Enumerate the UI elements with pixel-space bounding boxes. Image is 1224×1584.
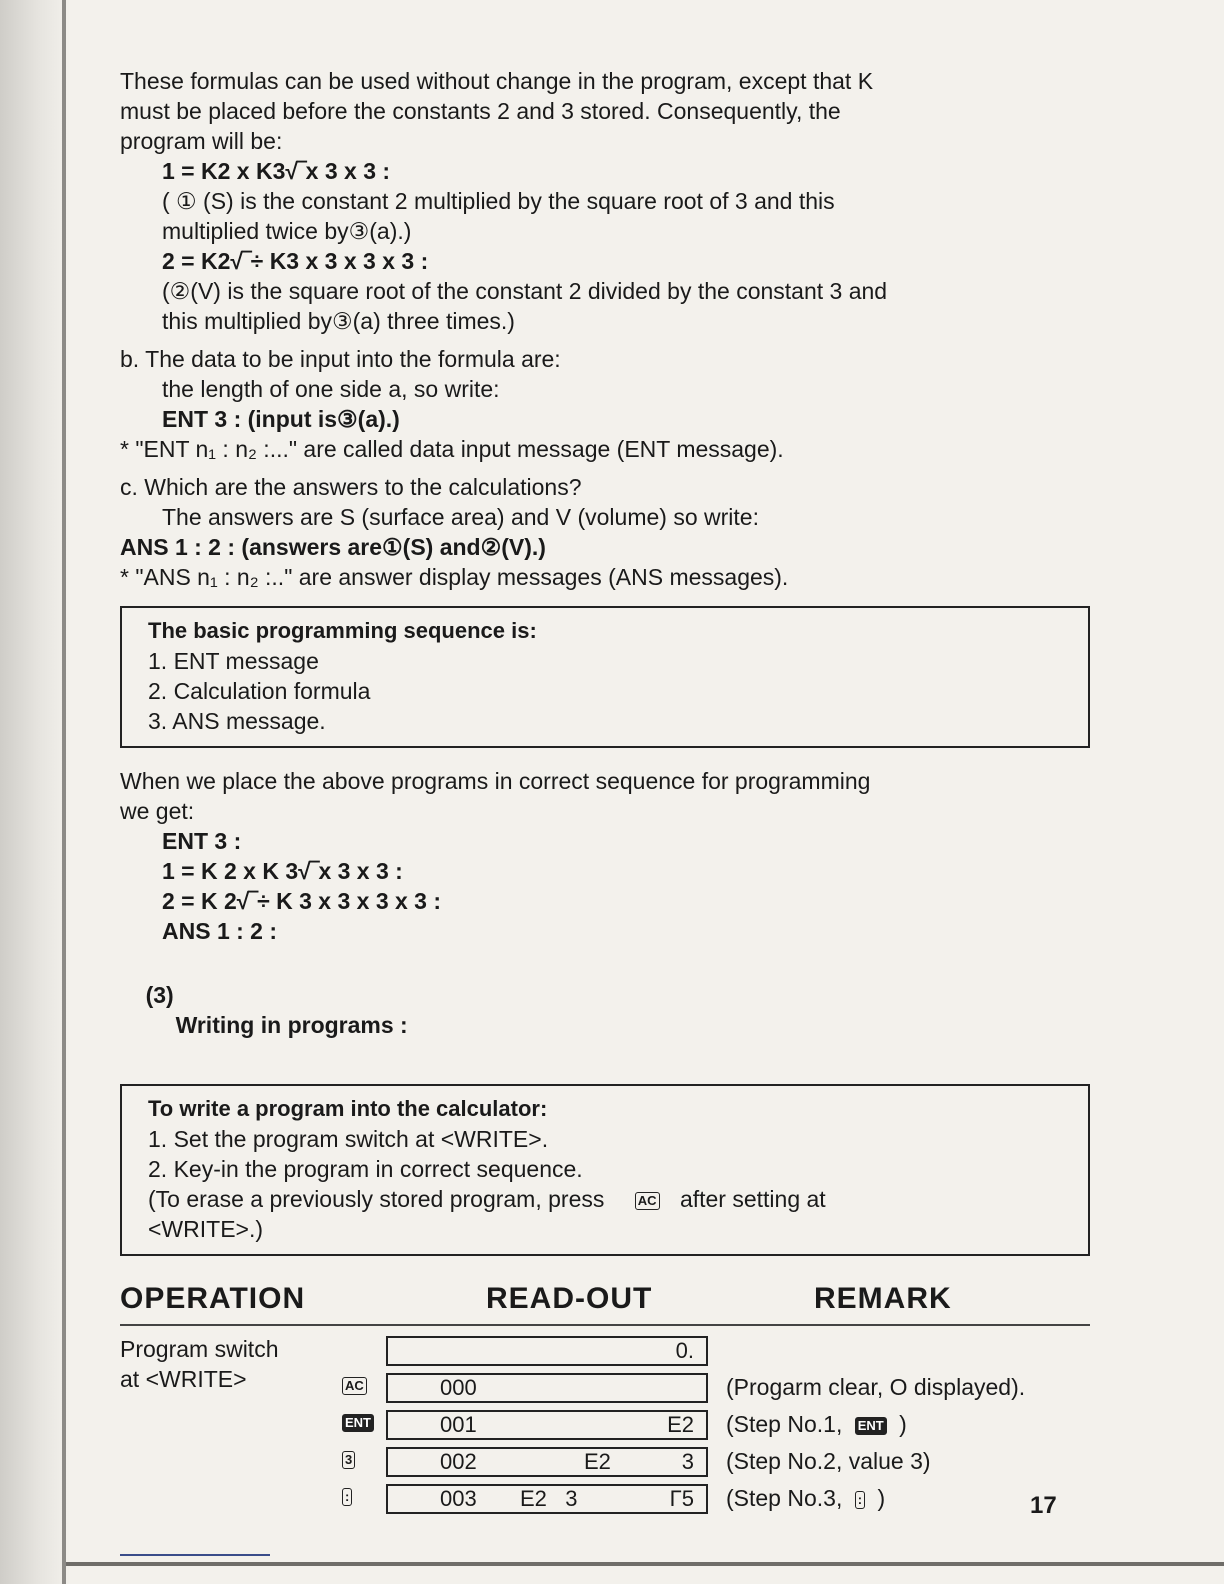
row-remark: (Progarm clear, O displayed). [726, 1374, 1026, 1400]
write-program-box [120, 1084, 1090, 1256]
basic-sequence-box [120, 606, 1090, 748]
operation-note-line-1: Program switch [120, 1336, 279, 1362]
section-b-line-3: ENT 3 : (input is③(a).) [162, 406, 400, 432]
formula-1-note-b: multiplied twice by③(a).) [162, 218, 412, 244]
row-remark-text: (Step No.3, [726, 1485, 843, 1511]
readout-value: 0. [675, 1338, 694, 1363]
binding-edge [62, 0, 66, 1584]
intro-line-3: program will be: [120, 128, 283, 154]
intro-block [120, 66, 1090, 336]
readout-display [386, 1447, 708, 1477]
sequence-line-1: When we place the above programs in correct sequence for programming [120, 768, 871, 794]
section-3-number: (3) [145, 982, 174, 1008]
section-b-line-2: the length of one side a, so write: [162, 376, 500, 402]
footer-rule [120, 1554, 270, 1556]
readout-exponent: E2 3 [520, 1486, 578, 1511]
sequence-block [120, 766, 1090, 946]
program-line-2: 1 = K 2 x K 3√‾x 3 x 3 : [162, 858, 403, 884]
readout-display [386, 1373, 708, 1403]
formula-2-note-b: this multiplied by③(a) three times.) [162, 308, 515, 334]
basic-sequence-item: 2. Calculation formula [148, 678, 371, 704]
section-b-line-1: b. The data to be input into the formula are: [120, 346, 561, 372]
readout-display [386, 1410, 708, 1440]
formula-1-note-a: ( ① (S) is the constant 2 multiplied by the square root of 3 and this [162, 188, 835, 214]
row-remark: (Step No.2, value 3) [726, 1448, 931, 1474]
section-3-title: Writing in programs : [175, 1012, 408, 1038]
table-row [120, 1406, 1090, 1443]
write-program-step-1: 1. Set the program switch at <WRITE>. [148, 1126, 549, 1152]
manual-page [120, 66, 1090, 1517]
page-bottom-edge [66, 1562, 1224, 1566]
readout-value: Γ5 [669, 1486, 694, 1511]
colon-key-icon: : [342, 1488, 352, 1506]
ac-key-icon: AC [342, 1377, 367, 1395]
table-row [120, 1480, 1090, 1517]
section-c-line-1: c. Which are the answers to the calculations? [120, 474, 582, 500]
readout-value: E2 [667, 1412, 694, 1437]
section-3-heading [120, 950, 1090, 1070]
page-number: 17 [1030, 1492, 1057, 1519]
header-operation: OPERATION [120, 1282, 306, 1315]
section-c-note: * "ANS n₁ : n₂ :.." are answer display messages (ANS messages). [120, 564, 789, 590]
formula-2: 2 = K2√‾÷ K3 x 3 x 3 x 3 : [162, 248, 429, 274]
row-remark-close: ) [877, 1485, 886, 1511]
section-c [120, 472, 1090, 592]
operation-table [120, 1332, 1090, 1517]
program-line-3: 2 = K 2√‾÷ K 3 x 3 x 3 x 3 : [162, 888, 442, 914]
three-key-icon: 3 [342, 1451, 355, 1469]
readout-display [386, 1336, 708, 1366]
section-c-line-3: ANS 1 : 2 : (answers are①(S) and②(V).) [120, 534, 546, 560]
write-program-title: To write a program into the calculator: [148, 1096, 548, 1121]
write-program-note-text: (To erase a previously stored program, press [148, 1186, 605, 1212]
basic-sequence-item: 1. ENT message [148, 648, 319, 674]
ent-key-icon: ENT [855, 1417, 887, 1435]
row-remark-text: (Step No.1, [726, 1411, 843, 1437]
basic-sequence-title: The basic programming sequence is: [148, 618, 537, 643]
intro-line-2: must be placed before the constants 2 and 3 stored. Consequently, the [120, 98, 841, 124]
table-header [120, 1280, 1090, 1326]
readout-value: 3 [681, 1449, 694, 1474]
binding-shadow [0, 0, 70, 1584]
formula-2-note-a: (②(V) is the square root of the constant 2 divided by the constant 3 and [162, 278, 888, 304]
readout-step: 000 [440, 1375, 477, 1400]
header-remark: REMARK [814, 1282, 952, 1315]
write-program-note-tail: <WRITE>.) [148, 1216, 264, 1242]
section-c-line-2: The answers are S (surface area) and V (volume) so write: [162, 504, 759, 530]
row-remark-close: ) [899, 1411, 907, 1437]
section-b [120, 344, 1090, 464]
table-row [120, 1443, 1090, 1480]
program-line-1: ENT 3 : [162, 828, 242, 854]
operation-note-line-2: at <WRITE> [120, 1366, 247, 1392]
ent-key-icon: ENT [342, 1414, 374, 1432]
readout-step: 001 [440, 1412, 477, 1437]
sequence-line-2: we get: [120, 798, 195, 824]
formula-1: 1 = K2 x K3√‾x 3 x 3 : [162, 158, 391, 184]
write-program-note-text-end: after setting at [679, 1186, 826, 1212]
write-program-note [148, 1184, 1064, 1214]
section-b-note: * "ENT n₁ : n₂ :..." are called data input message (ENT message). [120, 436, 784, 462]
row-remark [726, 1484, 885, 1512]
header-readout: READ-OUT [486, 1282, 653, 1315]
row-remark [726, 1410, 907, 1438]
colon-key-icon: : [855, 1491, 865, 1509]
readout-step: 003 [440, 1486, 477, 1511]
readout-display [386, 1484, 708, 1514]
table-row [120, 1369, 1090, 1406]
readout-exponent: E2 [584, 1449, 611, 1474]
readout-step: 002 [440, 1449, 477, 1474]
ac-key-icon: AC [635, 1192, 660, 1210]
intro-line-1: These formulas can be used without change in the program, except that K [120, 68, 874, 94]
write-program-step-2: 2. Key-in the program in correct sequence. [148, 1156, 583, 1182]
program-line-4: ANS 1 : 2 : [162, 918, 278, 944]
basic-sequence-item: 3. ANS message. [148, 708, 326, 734]
